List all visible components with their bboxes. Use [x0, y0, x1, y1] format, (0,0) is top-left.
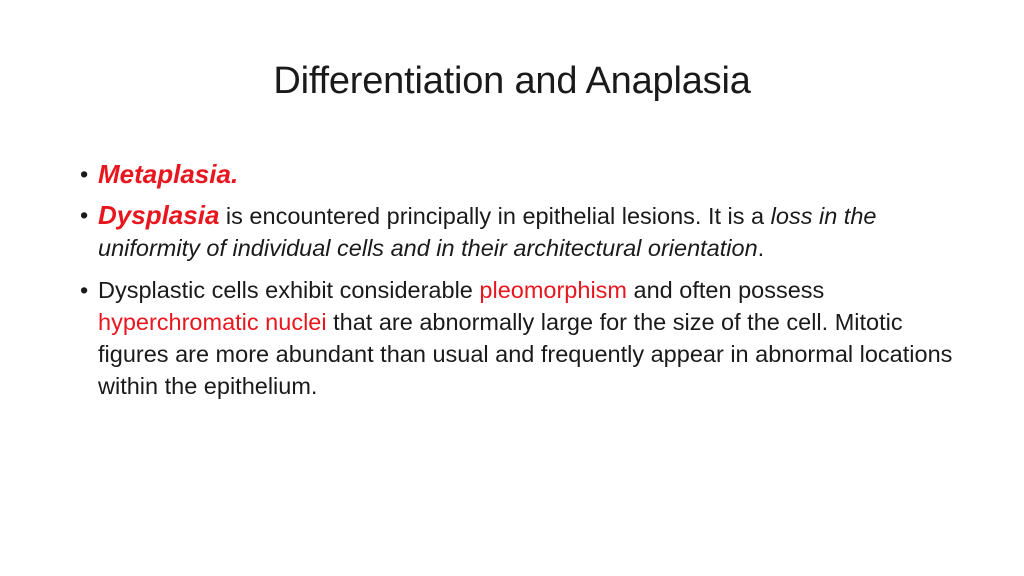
bullet-metaplasia — [74, 158, 954, 191]
bullet-dysplasia — [74, 199, 954, 264]
cells-text-2: and often possess — [627, 277, 825, 303]
slide-title: Differentiation and Anaplasia — [273, 60, 751, 102]
bullet-dot: • — [80, 161, 89, 187]
term-pleomorphism: pleomorphism — [479, 277, 627, 303]
bullet-dot: • — [80, 277, 89, 303]
bullet-dot: • — [80, 202, 89, 228]
bullet-list — [74, 158, 954, 412]
cells-text-3: that are abnormally large for the size of the cell. Mitotic figures are more abundant than usual and frequently appear in abnormal locations within the epithelium. — [98, 309, 953, 399]
cells-text-1: Dysplastic cells exhibit considerable — [98, 277, 480, 303]
dysplasia-text: is encountered principally in epithelial lesions. It is a — [219, 203, 771, 229]
term-dysplasia: Dysplasia — [98, 200, 220, 230]
dysplasia-end: . — [757, 235, 765, 261]
dysplasia-italic: loss in the uniformity of individual cells and in their architectural orientation — [98, 203, 877, 261]
bullet-dysplastic-cells — [74, 274, 954, 402]
term-metaplasia: Metaplasia. — [98, 159, 239, 189]
term-hyperchromatic-nuclei: hyperchromatic nuclei — [98, 309, 327, 335]
